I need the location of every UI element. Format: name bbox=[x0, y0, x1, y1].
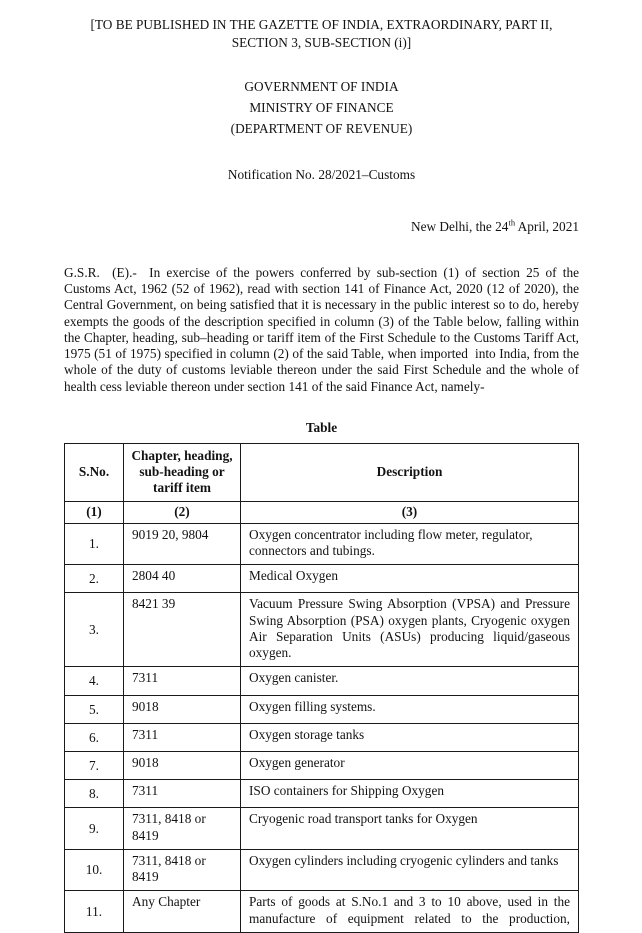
date-prefix: New Delhi, the 24 bbox=[410, 218, 509, 234]
date-suffix: April, 2021 bbox=[515, 218, 579, 234]
sno-cell: 10. bbox=[65, 849, 124, 890]
description-cell: Oxygen generator bbox=[241, 752, 579, 780]
gazette-publication-line: [TO BE PUBLISHED IN THE GAZETTE OF INDIA, EXTRAORDINARY, PART II, SECTION 3, SUB-SECTION (i)] bbox=[90, 17, 553, 50]
col-number-3: (3) bbox=[241, 501, 579, 523]
description-cell: ISO containers for Shipping Oxygen bbox=[241, 780, 579, 808]
table-row bbox=[65, 849, 579, 890]
description-cell: Oxygen concentrator including flow meter, regulator, connectors and tubings. bbox=[241, 523, 579, 564]
table-row bbox=[65, 752, 579, 780]
col-header-sno: S.No. bbox=[65, 443, 124, 501]
issuing-authority-block bbox=[64, 79, 579, 138]
col-header-tariff: Chapter, heading, sub-heading or tariff item bbox=[124, 443, 241, 501]
ministry-line: MINISTRY OF FINANCE bbox=[249, 100, 394, 116]
description-cell: Parts of goods at S.No.1 and 3 to 10 above, used in the manufacture of equipment related to the production, bbox=[241, 891, 579, 932]
table-header-row bbox=[65, 443, 579, 501]
sno-cell: 5. bbox=[65, 695, 124, 723]
tariff-cell: 7311 bbox=[124, 780, 241, 808]
table-row bbox=[65, 723, 579, 751]
description-cell: Oxygen cylinders including cryogenic cylinders and tanks bbox=[241, 849, 579, 890]
sno-cell: 11. bbox=[65, 891, 124, 932]
tariff-cell: 7311, 8418 or 8419 bbox=[124, 808, 241, 849]
description-cell: Oxygen canister. bbox=[241, 667, 579, 695]
tariff-cell: 2804 40 bbox=[124, 565, 241, 593]
sno-cell: 1. bbox=[65, 523, 124, 564]
table-row bbox=[65, 891, 579, 932]
description-cell: Cryogenic road transport tanks for Oxygen bbox=[241, 808, 579, 849]
sno-cell: 6. bbox=[65, 723, 124, 751]
col-number-1: (1) bbox=[65, 501, 124, 523]
column-number-row bbox=[65, 501, 579, 523]
description-cell: Oxygen storage tanks bbox=[241, 723, 579, 751]
exemption-table bbox=[64, 443, 579, 933]
tariff-cell: Any Chapter bbox=[124, 891, 241, 932]
sno-cell: 4. bbox=[65, 667, 124, 695]
department-line: (DEPARTMENT OF REVENUE) bbox=[230, 121, 413, 137]
table-row bbox=[65, 593, 579, 667]
place-date-line bbox=[64, 219, 579, 235]
notification-number: Notification No. 28/2021–Customs bbox=[227, 166, 416, 182]
table-row bbox=[65, 808, 579, 849]
government-line: GOVERNMENT OF INDIA bbox=[244, 78, 399, 94]
table-row bbox=[65, 695, 579, 723]
sno-cell: 3. bbox=[65, 593, 124, 667]
tariff-cell: 9018 bbox=[124, 695, 241, 723]
table-row bbox=[65, 565, 579, 593]
col-header-description: Description bbox=[241, 443, 579, 501]
table-caption: Table bbox=[305, 419, 338, 435]
tariff-cell: 7311, 8418 or 8419 bbox=[124, 849, 241, 890]
description-cell: Vacuum Pressure Swing Absorption (VPSA) and Pressure Swing Absorption (PSA) oxygen plants, Cryogenic oxygen Air Separation Units (ASUs) producing liquid/gaseous oxygen. bbox=[241, 593, 579, 667]
date-ordinal-superscript: th bbox=[508, 217, 516, 228]
sno-cell: 9. bbox=[65, 808, 124, 849]
description-cell: Oxygen filling systems. bbox=[241, 695, 579, 723]
table-row bbox=[65, 667, 579, 695]
sno-cell: 7. bbox=[65, 752, 124, 780]
tariff-cell: 7311 bbox=[124, 667, 241, 695]
tariff-cell: 7311 bbox=[124, 723, 241, 751]
tariff-cell: 9018 bbox=[124, 752, 241, 780]
sno-cell: 8. bbox=[65, 780, 124, 808]
tariff-cell: 8421 39 bbox=[124, 593, 241, 667]
col-number-2: (2) bbox=[124, 501, 241, 523]
table-row bbox=[65, 523, 579, 564]
table-row bbox=[65, 780, 579, 808]
description-cell: Medical Oxygen bbox=[241, 565, 579, 593]
gsr-paragraph: G.S.R. (E).- In exercise of the powers conferred by sub-section (1) of section 25 of the Customs Act, 1962 (52 of 1962), read with section 141 of Finance Act, 2020 (12 of 2020), the Central Government, on being satisfied that it is necessary in the public interest so to do, hereby exempts the goods of the description specified in column (3) of the Table below, falling within the Chapter, heading, sub–heading or tariff item of the First Schedule to the Customs Tariff Act, 1975 (51 of 1975) specified in column (2) of the said Table, when imported into India, from the whole of the duty of customs leviable thereon under the said First Schedule and the whole of health cess leviable thereon under section 141 of the said Finance Act, namely- bbox=[64, 264, 579, 394]
sno-cell: 2. bbox=[65, 565, 124, 593]
tariff-cell: 9019 20, 9804 bbox=[124, 523, 241, 564]
